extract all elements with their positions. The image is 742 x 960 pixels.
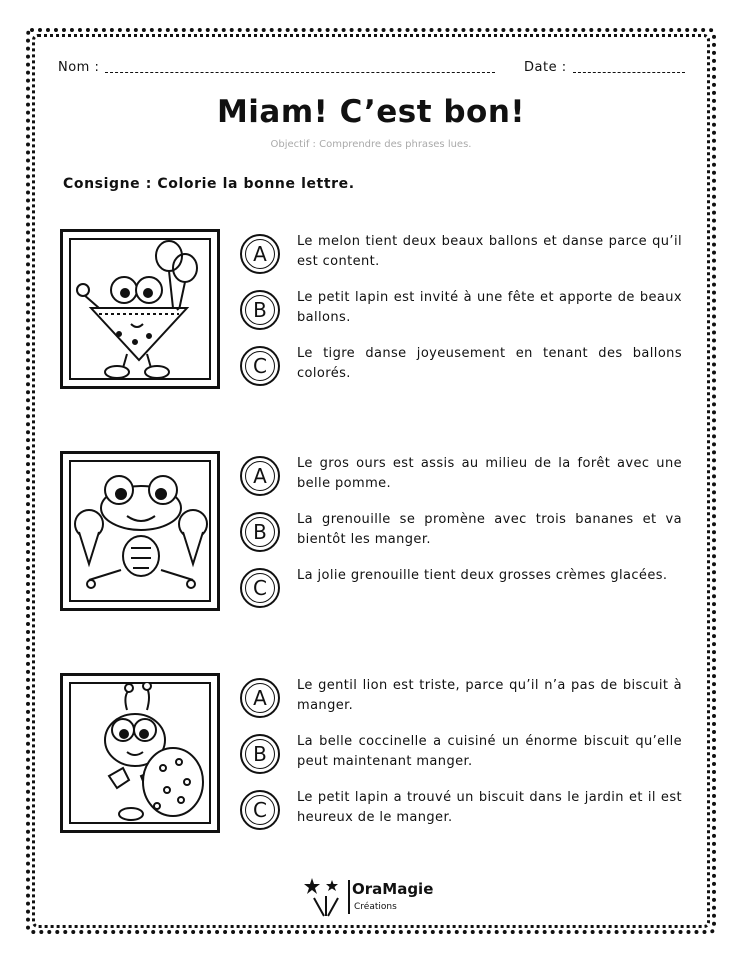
option-letter-b[interactable]: B	[240, 734, 280, 774]
option-text: La jolie grenouille tient deux grosses crèmes glacées.	[297, 568, 668, 583]
option-text: Le petit lapin est invité à une fête et apporte de beaux ballons.	[297, 290, 682, 325]
option-letter-a[interactable]: A	[240, 234, 280, 274]
option-text: Le petit lapin a trouvé un biscuit dans le jardin et il est heureux de le manger.	[297, 790, 682, 825]
stars-wand-icon	[302, 874, 346, 918]
date-line[interactable]	[573, 62, 685, 73]
objective-text: Objectif : Comprendre des phrases lues.	[270, 139, 472, 150]
option-text: Le gros ours est assis au milieu de la forêt avec une belle pomme.	[297, 456, 682, 491]
frog-with-ice-creams-icon	[69, 460, 213, 604]
instruction-text: Consigne : Colorie la bonne lettre.	[63, 176, 355, 192]
date-label: Date :	[524, 60, 567, 75]
brand-name: OraMagie	[352, 880, 434, 898]
name-line[interactable]	[105, 62, 495, 73]
option-text: La grenouille se promène avec trois bananes et va bientôt les manger.	[297, 512, 682, 547]
question-1-picture	[60, 229, 220, 389]
question-2-picture	[60, 451, 220, 611]
option-text: Le gentil lion est triste, parce qu’il n’a pas de biscuit à manger.	[297, 678, 682, 713]
option-letter-b[interactable]: B	[240, 512, 280, 552]
brand-logo	[302, 874, 452, 918]
option-text: Le tigre danse joyeusement en tenant des ballons colorés.	[297, 346, 682, 381]
name-field[interactable]	[58, 60, 495, 75]
date-field[interactable]	[524, 60, 685, 75]
option-letter-b[interactable]: B	[240, 290, 280, 330]
question-3-picture	[60, 673, 220, 833]
option-letter-c[interactable]: C	[240, 346, 280, 386]
option-letter-a[interactable]: A	[240, 678, 280, 718]
page-title: Miam! C’est bon!	[216, 94, 526, 130]
option-text: La belle coccinelle a cuisiné un énorme biscuit qu’elle peut maintenant manger.	[297, 734, 682, 769]
brand-divider	[348, 880, 350, 914]
option-text: Le melon tient deux beaux ballons et danse parce qu’il est content.	[297, 234, 682, 269]
watermelon-with-balloons-icon	[69, 238, 213, 382]
option-letter-a[interactable]: A	[240, 456, 280, 496]
ladybug-with-cookie-icon	[69, 682, 213, 826]
brand-subtitle: Créations	[354, 902, 397, 912]
name-label: Nom :	[58, 60, 100, 75]
option-letter-c[interactable]: C	[240, 568, 280, 608]
option-letter-c[interactable]: C	[240, 790, 280, 830]
